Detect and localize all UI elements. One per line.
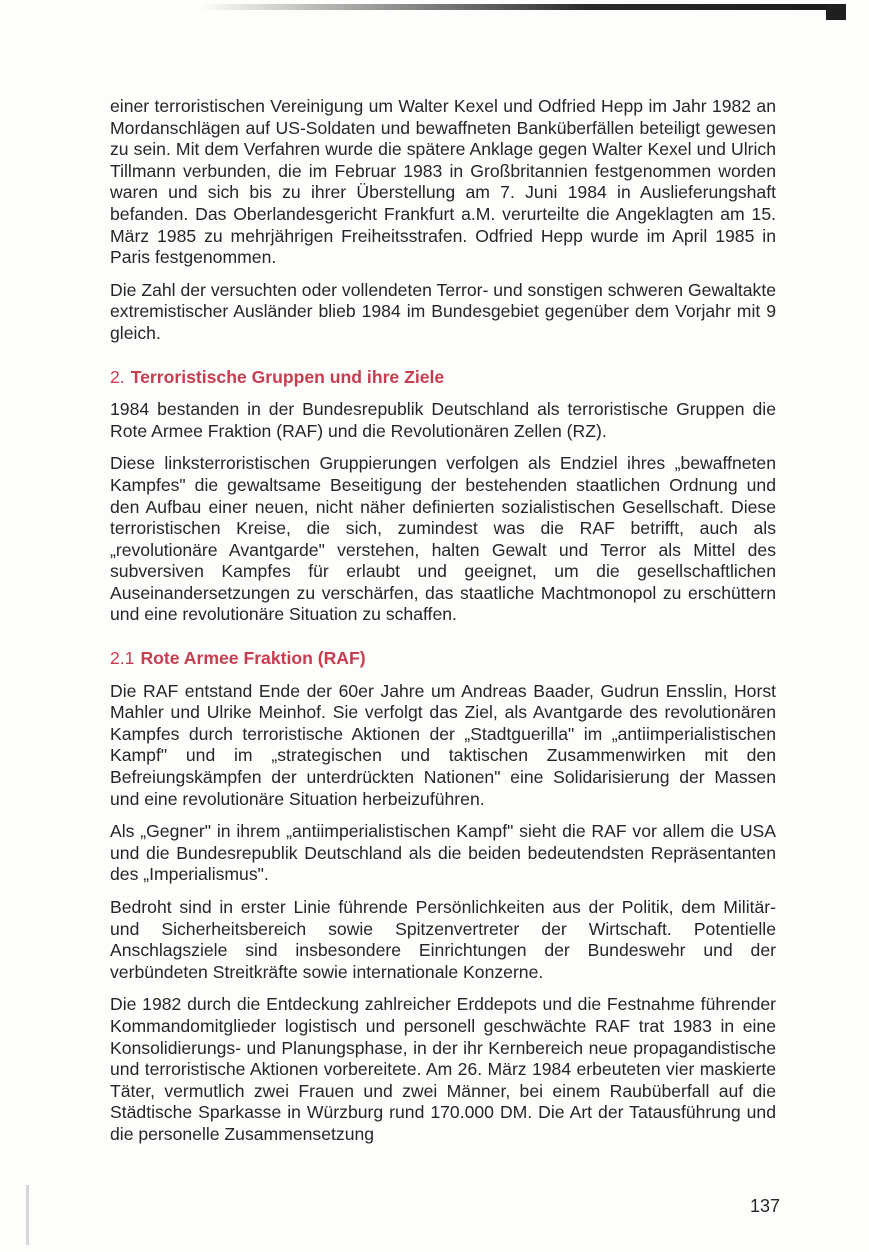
paragraph: einer terroristischen Vereinigung um Walter Kexel und Odfried Hepp im Jahr 1982 an Mordanschlägen auf US-Soldaten und bewaffneten Banküberfällen beteiligt gewesen zu sein. Mit dem Verfahren wurde die spätere Anklage gegen Walter Kexel und Ulrich Tillmann verbunden, die im Februar 1983 in Großbritannien festgenommen worden waren und sich bis zu ihrer Überstellung am 7. Juni 1984 in Auslieferungshaft befanden. Das Oberlandesgericht Frankfurt a.M. verurteilte die Angeklagten am 15. März 1985 zu mehrjährigen Freiheitsstrafen. Odfried Hepp wurde im April 1985 in Paris festgenommen. (110, 96, 776, 268)
section-title: Rote Armee Fraktion (RAF) (140, 648, 366, 669)
paragraph: 1984 bestanden in der Bundesrepublik Deutschland als terroristische Gruppen die Rote Armee Fraktion (RAF) und die Revolutionären Zellen (RZ). (110, 399, 776, 441)
paragraph: Als „Gegner" in ihrem „antiimperialistischen Kampf" sieht die RAF vor allem die USA und die Bundesrepublik Deutschland als die beiden bedeutendsten Repräsentanten des „Imperialismus". (110, 821, 776, 885)
section-title: Terroristische Gruppen und ihre Ziele (130, 366, 445, 387)
section-number: 2.1 (110, 648, 135, 669)
left-margin-mark (26, 1185, 29, 1245)
top-scan-rule (200, 4, 845, 10)
section-heading-2 (110, 367, 776, 389)
section-number: 2. (110, 366, 125, 387)
page-number: 137 (749, 1196, 780, 1216)
paragraph: Bedroht sind in erster Linie führende Persönlichkeiten aus der Politik, dem Militär- und Sicherheitsbereich sowie Spitzenvertreter der Wirtschaft. Potentielle Anschlagsziele sind insbesondere Einrichtungen der Bundeswehr und der verbündeten Streitkräfte sowie internationale Konzerne. (110, 897, 776, 982)
paragraph: Die RAF entstand Ende der 60er Jahre um Andreas Baader, Gudrun Ensslin, Horst Mahler und Ulrike Meinhof. Sie verfolgt das Ziel, als Avantgarde des revolutionären Kampfes durch terroristische Aktionen der „Stadtguerilla" im „antiimperialistischen Kampf" und im „strategischen und taktischen Zusammenwirken mit den Befreiungskämpfen der unterdrückten Nationen" eine Solidarisierung der Massen und eine revolutionäre Situation herbeizuführen. (110, 680, 776, 809)
top-scan-mark (826, 4, 846, 20)
body-text (110, 96, 776, 1157)
paragraph: Die Zahl der versuchten oder vollendeten Terror- und sonstigen schweren Gewaltakte extremistischer Ausländer blieb 1984 im Bundesgebiet gegenüber dem Vorjahr mit 9 gleich. (110, 279, 776, 343)
paragraph: Diese linksterroristischen Gruppierungen verfolgen als Endziel ihres „bewaffneten Kampfes" die gewaltsame Beseitigung der bestehenden staatlichen Ordnung und den Aufbau einer neuen, nicht näher definierten sozialistischen Gesellschaft. Diese terroristischen Kreise, die sich, zumindest was die RAF betrifft, auch als „revolutionäre Avantgarde" verstehen, halten Gewalt und Terror als Mittel des subversiven Kampfes für erlaubt und geeignet, um die gesellschaftlichen Auseinandersetzungen zu verschärfen, das staatliche Machtmonopol zu erschüttern und eine revolutionäre Situation zu schaffen. (110, 453, 776, 625)
paragraph: Die 1982 durch die Entdeckung zahlreicher Erddepots und die Festnahme führender Kommandomitglieder logistisch und personell geschwächte RAF trat 1983 in eine Konsolidierungs- und Planungsphase, in der ihr Kernbereich neue propagandistische und terroristische Aktionen vorbereitete. Am 26. März 1984 erbeuteten vier maskierte Täter, vermutlich zwei Frauen und zwei Männer, bei einem Raubüberfall auf die Städtische Sparkasse in Würzburg rund 170.000 DM. Die Art der Tatausführung und die personelle Zusammensetzung (110, 994, 776, 1144)
section-heading-2-1 (110, 648, 776, 670)
